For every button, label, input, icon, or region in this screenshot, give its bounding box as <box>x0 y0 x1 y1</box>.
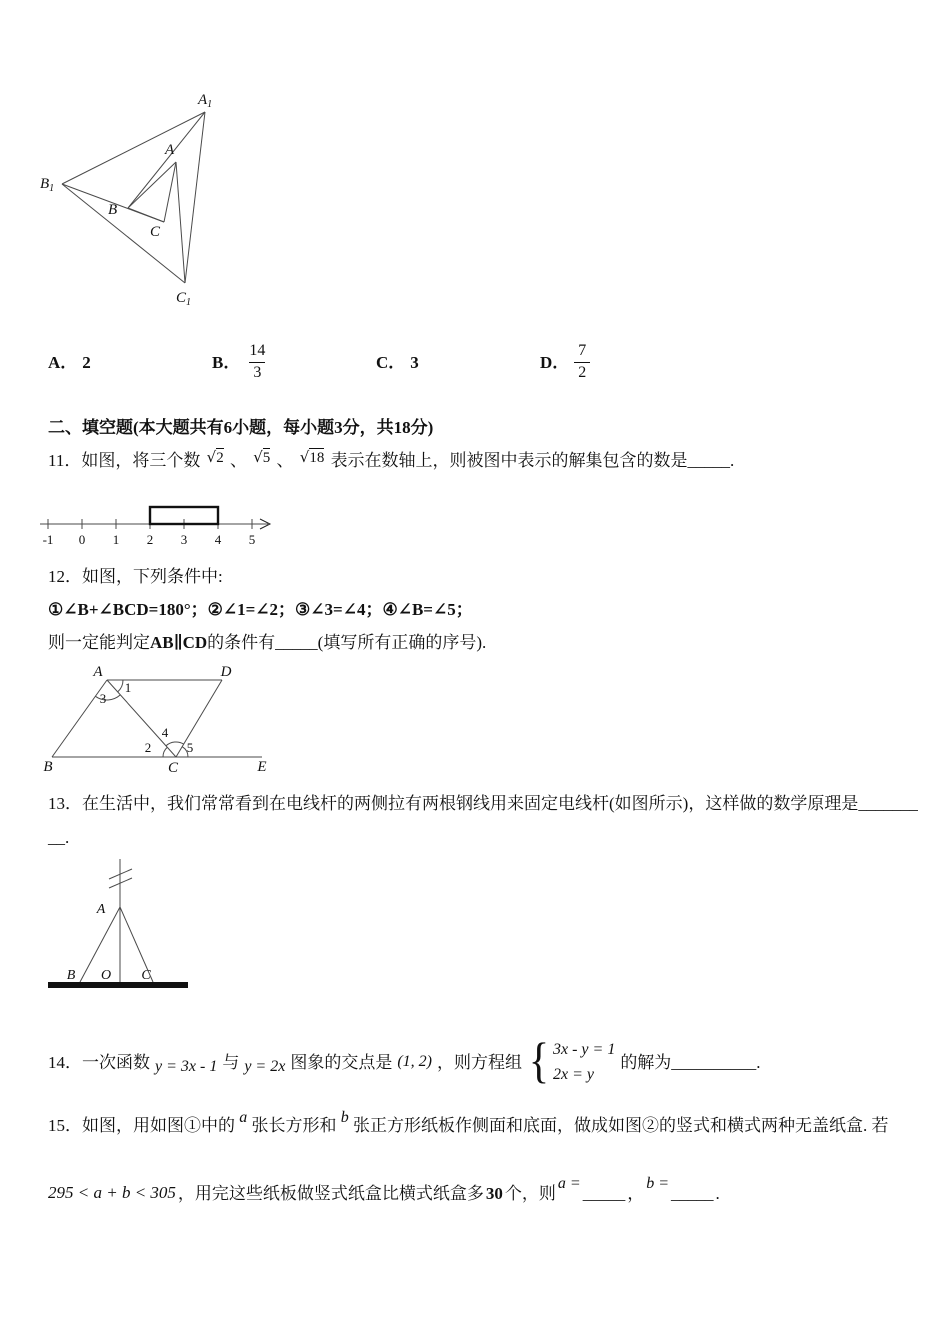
q15-blank-a: _____ <box>582 1183 626 1203</box>
tick-label: 3 <box>180 532 188 547</box>
option-d-fraction <box>574 343 590 382</box>
fraction-denominator: 3 <box>249 362 265 382</box>
question-12-line1: 12．如图，下列条件中: <box>48 567 223 586</box>
q15-p1: 15．如图，用如图①中的 <box>48 1116 235 1135</box>
section-header: 二、填空题(本大题共有6小题，每小题3分，共18分) <box>48 418 434 437</box>
q15-blank-b: _____ <box>671 1183 714 1203</box>
vertex-label-a1: $A_1$ <box>198 92 213 110</box>
sqrt-5: √5 <box>253 448 271 466</box>
q15-p4: ，用完这些纸板做竖式纸盒比横式纸盒多 <box>177 1183 484 1203</box>
q15-period: . <box>715 1183 720 1203</box>
parallel-lines-figure <box>40 663 290 778</box>
point-label-b: B <box>66 968 76 983</box>
q15-a-equals: a = <box>557 1175 581 1192</box>
point-label-b: B <box>43 759 53 775</box>
equation-system <box>527 1032 616 1088</box>
vertex-label-b1: $B_1$ <box>40 176 55 194</box>
q14-intersection-point: (1, 2) <box>397 1053 432 1070</box>
option-b <box>212 338 269 386</box>
q15-comma: ， <box>627 1183 645 1203</box>
q11-text-suffix: 表示在数轴上，则被图中表示的解集包含的数是_____. <box>330 451 735 470</box>
point-label-e: E <box>257 759 267 775</box>
q15-p3: 张正方形纸板作侧面和底面，做成如图②的竖式和横式两种无盖纸盒. 若 <box>353 1116 889 1135</box>
q11-text-prefix: 11．如图，将三个数 <box>48 451 201 470</box>
q14-equation-2: y = 2x <box>244 1058 286 1075</box>
question-14 <box>48 1030 761 1094</box>
point-label-c: C <box>141 968 151 983</box>
angle-label-5: 5 <box>186 740 194 755</box>
tick-label: 0 <box>78 532 86 547</box>
question-12-conditions: ①∠B+∠BCD=180°；②∠1=∠2；③∠3=∠4；④∠B=∠5； <box>48 600 473 619</box>
pole-figure <box>40 853 220 998</box>
q15-variable-a: a <box>239 1109 248 1126</box>
q12-line3-parallel: AB∥CD <box>150 633 208 652</box>
point-label-a: A <box>96 902 106 917</box>
point-label-a: A <box>93 664 103 680</box>
system-equation-2: 2x = y <box>552 1066 594 1083</box>
tick-label: 4 <box>214 532 222 547</box>
question-12-line3 <box>48 629 486 656</box>
sqrt-18: √18 <box>299 448 325 466</box>
q14-mid3: ，则方程组 <box>436 1052 522 1072</box>
q15-p2: 张长方形和 <box>251 1116 337 1135</box>
triangle-lines <box>62 112 205 283</box>
angle-label-3: 3 <box>99 691 107 706</box>
question-13-line1: 13．在生活中，我们常常看到在电线杆的两侧拉有两根钢线用来固定电线杆(如图所示)，这样做的数学原理是_______ <box>48 794 918 813</box>
angle-label-2: 2 <box>144 740 152 755</box>
sqrt-2: √2 <box>206 448 224 466</box>
point-label-o: O <box>100 968 112 983</box>
option-c-label: C． <box>376 352 406 372</box>
option-d-label: D． <box>540 352 570 372</box>
q14-suffix: 的解为__________. <box>620 1052 761 1072</box>
vertex-label-c1: $C_1$ <box>176 290 192 308</box>
q14-mid2: 图象的交点是 <box>290 1052 393 1072</box>
tick-label: 5 <box>248 532 256 547</box>
number-line-axis <box>40 507 270 529</box>
tick-label: 2 <box>146 532 154 547</box>
q14-mid: 与 <box>222 1052 240 1072</box>
q15-count-30: 30 <box>485 1183 503 1203</box>
option-c-value: 3 <box>410 352 419 372</box>
option-b-fraction <box>245 343 269 382</box>
q14-prefix: 14．一次函数 <box>48 1052 150 1072</box>
q11-separator2: 、 <box>276 451 294 470</box>
q15-variable-b: b <box>340 1109 349 1126</box>
option-c <box>376 338 419 386</box>
rotation-triangle-figure <box>38 88 248 310</box>
angle-label-1: 1 <box>124 680 132 695</box>
option-b-label: B． <box>212 352 241 372</box>
question-11 <box>48 447 734 476</box>
option-a <box>48 338 91 386</box>
tick-label: -1 <box>42 532 54 547</box>
angle-label-4: 4 <box>161 725 169 740</box>
vertex-label-a: A <box>165 142 175 158</box>
point-label-d: D <box>220 664 232 680</box>
option-d <box>540 338 590 386</box>
q11-separator: 、 <box>229 451 247 470</box>
fraction-numerator: 7 <box>578 341 587 359</box>
fraction-denominator: 2 <box>574 362 590 382</box>
vertex-label-c: C <box>150 224 161 240</box>
option-a-value: 2 <box>82 352 91 372</box>
figure-lines <box>52 680 262 757</box>
system-brace: { <box>528 1032 550 1088</box>
question-13-line2: __. <box>48 828 70 847</box>
question-15-line2 <box>48 1170 720 1216</box>
question-15-line1 <box>48 1109 889 1140</box>
q14-equation-1: y = 3x - 1 <box>155 1058 218 1075</box>
option-a-label: A． <box>48 352 78 372</box>
system-equation-1: 3x - y = 1 <box>552 1041 616 1058</box>
tick-label: 1 <box>112 532 120 547</box>
q15-inequality: 295 < a + b < 305 <box>48 1183 176 1202</box>
point-label-c: C <box>167 760 179 776</box>
q15-p5: 个，则 <box>504 1183 556 1203</box>
vertex-label-b: B <box>108 202 118 218</box>
q15-b-equals: b = <box>646 1175 670 1192</box>
number-line-figure <box>38 500 288 552</box>
fraction-numerator: 14 <box>249 341 266 359</box>
q12-line3-post: 的条件有_____(填写所有正确的序号). <box>207 633 487 652</box>
q12-line3-pre: 则一定能判定 <box>48 633 150 652</box>
